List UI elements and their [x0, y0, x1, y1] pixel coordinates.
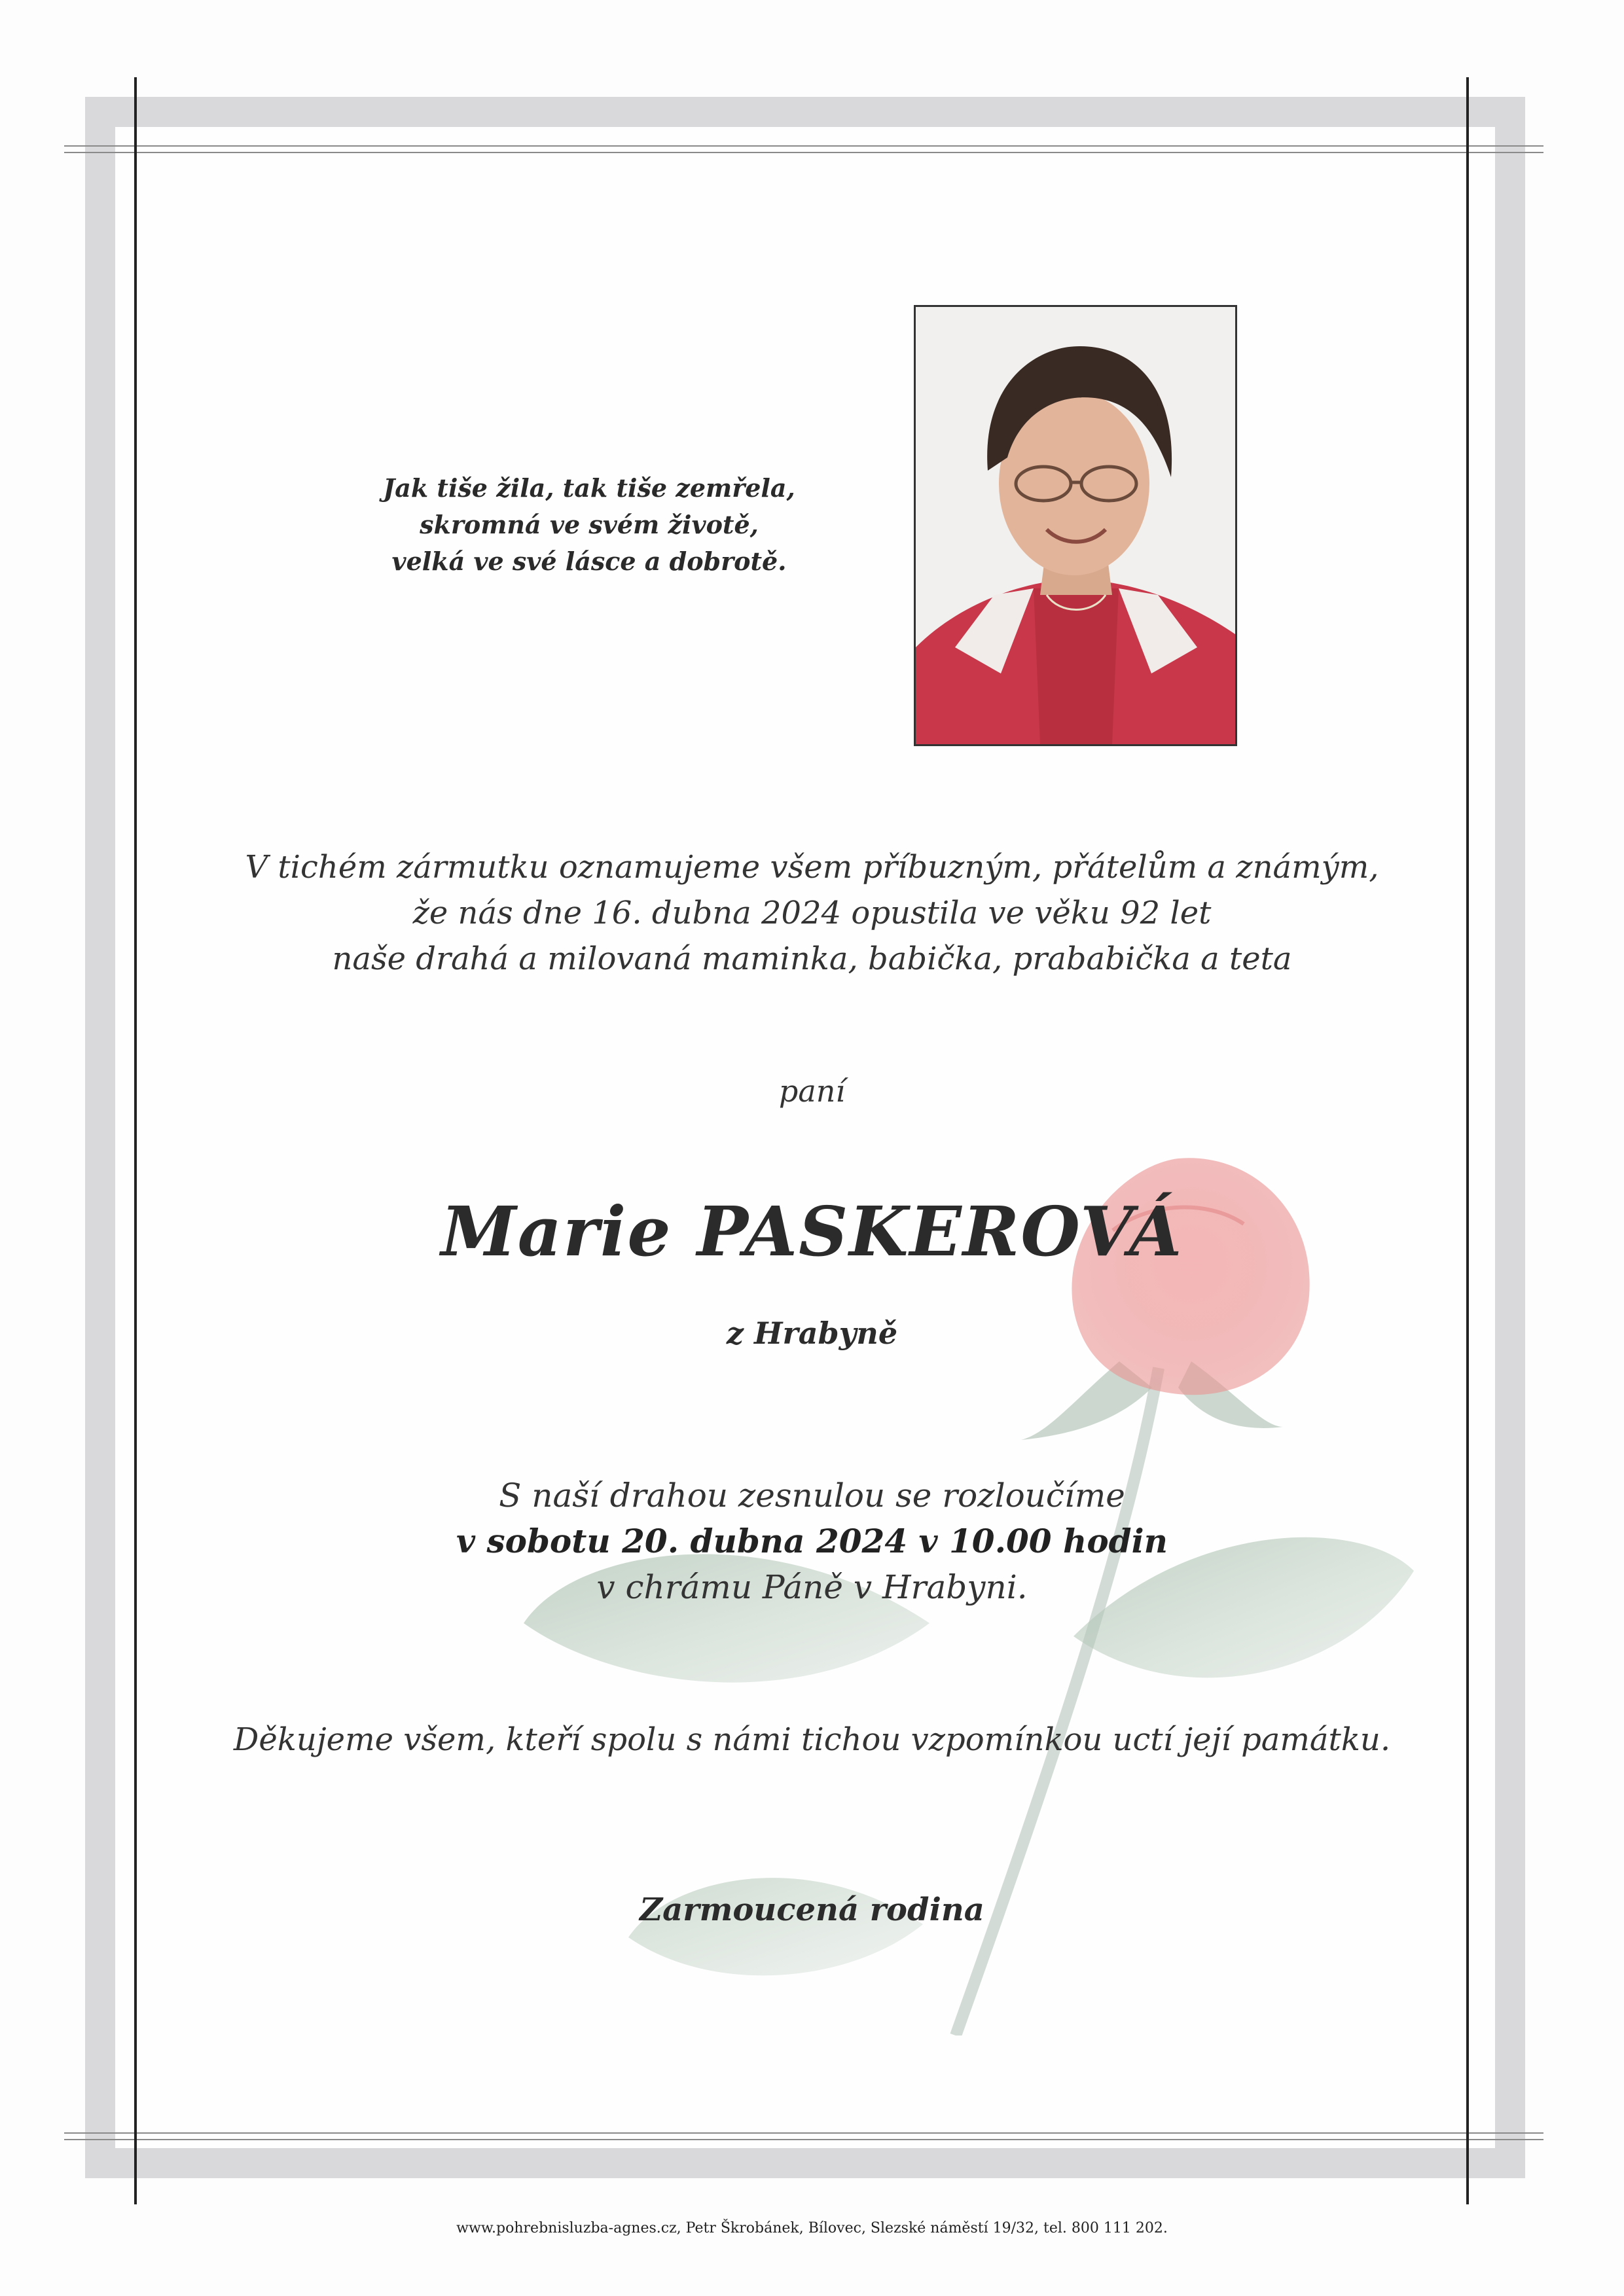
portrait-image	[916, 307, 1235, 744]
frame-line-top-2	[64, 152, 1543, 153]
frame-line-bottom	[64, 2132, 1543, 2134]
funeral-line: S naší drahou zesnulou se rozloučíme	[499, 1477, 1125, 1515]
deceased-origin: z Hrabyně	[726, 1316, 898, 1351]
thanks-text: Děkujeme všem, kteří spolu s námi tichou vzpomínkou uctí její památku.	[233, 1721, 1391, 1758]
motto-line: velká ve své lásce a dobrotě.	[391, 547, 787, 576]
portrait-photo	[914, 305, 1237, 746]
announcement-line: naše drahá a milovaná maminka, babička, prababička a teta	[332, 941, 1292, 977]
funeral-location: v chrámu Páně v Hrabyni.	[596, 1568, 1028, 1606]
funeral-datetime: v sobotu 20. dubna 2024 v 10.00 hodin	[456, 1522, 1168, 1560]
frame-line-top	[64, 145, 1543, 147]
announcement-line: že nás dne 16. dubna 2024 opustila ve věku 92 let	[412, 895, 1212, 931]
frame-line-right	[1466, 77, 1469, 2204]
signoff-text: Zarmoucená rodina	[640, 1892, 984, 1928]
frame-band-left	[85, 97, 115, 2178]
motto-line: skromná ve svém životě,	[420, 510, 759, 539]
frame-band-right	[1495, 97, 1525, 2178]
frame-line-left	[134, 77, 137, 2204]
frame-line-bottom-2	[64, 2139, 1543, 2140]
frame-band-top	[85, 97, 1525, 127]
deceased-title: paní	[778, 1073, 846, 1109]
footer-contact: www.pohrebnisluzba-agnes.cz, Petr Škrobánek, Bílovec, Slezské náměstí 19/32, tel. 800 111 202.	[456, 2220, 1168, 2236]
announcement-line: V tichém zármutku oznamujeme všem příbuzným, přátelům a známým,	[245, 849, 1379, 886]
announcement-text	[0, 844, 1624, 982]
frame-band-bottom	[85, 2148, 1525, 2178]
funeral-details	[0, 1473, 1624, 1610]
motto-line: Jak tiše žila, tak tiše zemřela,	[383, 473, 795, 503]
deceased-name: Marie PASKEROVÁ	[441, 1191, 1183, 1272]
motto-verse	[262, 470, 916, 580]
